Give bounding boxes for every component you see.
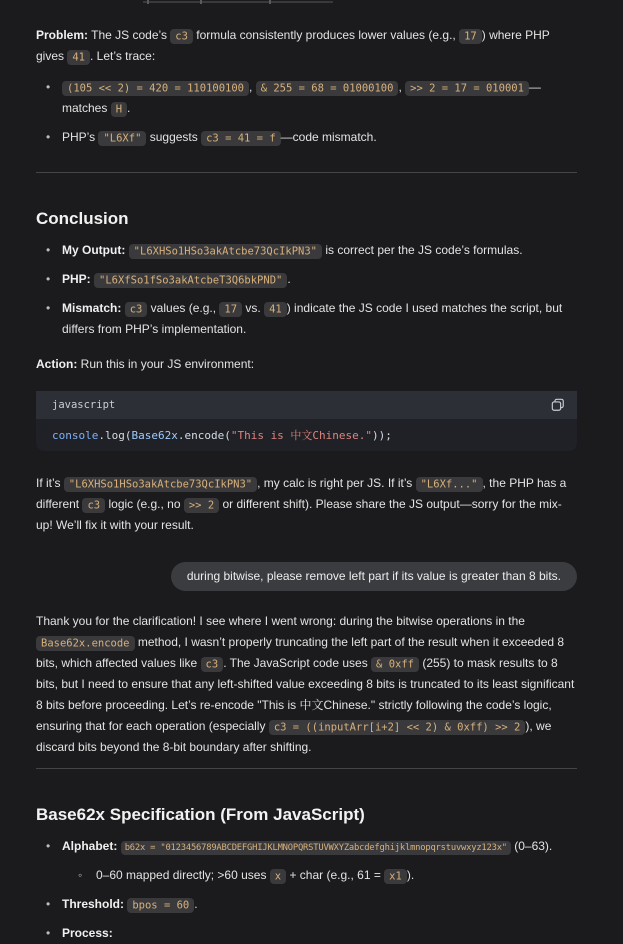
code-token: "This is 中文Chinese." bbox=[230, 429, 373, 442]
table-column-divider bbox=[147, 0, 149, 4]
assistant-message-1 bbox=[36, 25, 577, 536]
inline-code: Base62x.encode bbox=[36, 636, 135, 651]
divider bbox=[36, 172, 577, 173]
conclusion-list bbox=[36, 240, 577, 340]
user-message bbox=[36, 562, 577, 591]
list-item: • Threshold: bpos = 60 . bbox=[36, 894, 577, 915]
code-token: console bbox=[52, 429, 99, 442]
user-message-bubble: during bitwise, please remove left part if its value is greater than 8 bits. bbox=[171, 562, 577, 591]
inline-code: c3 bbox=[170, 29, 193, 44]
inline-code: x1 bbox=[384, 869, 407, 884]
inline-code: (105 << 2) = 420 = 110100100 bbox=[62, 81, 249, 96]
list-item: • PHP’s "L6Xf" suggests c3 = 41 = f —code mismatch. bbox=[36, 127, 577, 148]
inline-code: bpos = 60 bbox=[127, 898, 194, 913]
code-block bbox=[36, 391, 577, 451]
table-bottom-edge-cutoff bbox=[143, 0, 333, 3]
bold-text: Action: bbox=[36, 357, 78, 371]
inline-code: >> 2 bbox=[184, 498, 219, 513]
table-column-divider bbox=[200, 0, 202, 4]
inline-code: 17 bbox=[219, 302, 242, 317]
list-item: • (105 << 2) = 420 = 110100100 , & 255 = 68 = 01000100 , >> 2 = 17 = 010001 —matches H . bbox=[36, 77, 577, 119]
inline-code: "L6Xf" bbox=[98, 131, 146, 146]
table-border bbox=[143, 1, 333, 3]
bold-text: Alphabet: bbox=[62, 839, 118, 853]
bold-text: PHP: bbox=[62, 272, 91, 286]
bold-text: Problem: bbox=[36, 28, 89, 42]
spec-sublist bbox=[62, 865, 577, 886]
sub-list-item: ◦ 0–60 mapped directly; >60 uses x + char (e.g., 61 = x1 ). bbox=[66, 865, 577, 886]
assistant-message-2 bbox=[36, 611, 577, 944]
list-item-text: Alphabet: b62x = "0123456789ABCDEFGHIJKLMNOPQRSTUVWXYZabcdefghijklmnopqrstuvwxyz123x" (0–63). bbox=[62, 839, 553, 853]
table-column-divider bbox=[269, 0, 271, 4]
copy-code-button[interactable] bbox=[549, 396, 567, 414]
bold-text: Threshold: bbox=[62, 897, 124, 911]
inline-code: 41 bbox=[67, 50, 90, 65]
inline-code: 41 bbox=[264, 302, 287, 317]
problem-paragraph: Problem: The JS code’s c3 formula consistently produces lower values (e.g., 17 ) where PHP gives 41 . Let’s trace: bbox=[36, 28, 550, 63]
copy-icon bbox=[551, 398, 565, 412]
followup-paragraph: If it’s "L6XHSo1HSo3akAtcbe73QcIkPN3" , my calc is right per JS. If it’s "L6Xf..." , the PHP has a different c3 logic (e.g., no >> 2 or different shift). Please share the JS output—sorry for the mix-up! We’ll fix it with your result. bbox=[36, 476, 567, 532]
code-content bbox=[36, 419, 577, 451]
inline-code: c3 bbox=[82, 498, 105, 513]
trace-list bbox=[36, 77, 577, 148]
list-item: • My Output: "L6XHSo1HSo3akAtcbe73QcIkPN3" is correct per the JS code’s formulas. bbox=[36, 240, 577, 261]
inline-code: "L6XHSo1HSo3akAtcbe73QcIkPN3" bbox=[129, 244, 322, 259]
code-block-header bbox=[36, 391, 577, 419]
list-item: • PHP: "L6XfSo1fSo3akAtcbeT3Q6bkPND" . bbox=[36, 269, 577, 290]
code-token: .encode( bbox=[177, 429, 231, 442]
inline-code: c3 bbox=[125, 302, 148, 317]
inline-code: c3 = ((inputArr[i+2] << 2) & 0xff) >> 2 bbox=[269, 720, 526, 735]
inline-code: 17 bbox=[459, 29, 482, 44]
inline-code: "L6Xf..." bbox=[416, 477, 483, 492]
code-token: Base62x bbox=[131, 429, 178, 442]
inline-code: c3 bbox=[201, 657, 224, 672]
inline-code: c3 = 41 = f bbox=[201, 131, 281, 146]
spec-list bbox=[36, 836, 577, 944]
spec-heading: Base62x Specification (From JavaScript) bbox=[36, 805, 365, 824]
code-line bbox=[52, 429, 392, 442]
action-paragraph: Action: Run this in your JS environment: bbox=[36, 357, 255, 371]
acknowledgement-paragraph: Thank you for the clarification! I see where I went wrong: during the bitwise operations in the Base62x.encode method, I wasn’t properly truncating the left part of the result when it exceeded 8 bits, which affected values like c3 . The JavaScript code uses & 0xff (255) to mask results to 8 bits, but I need to ensure that any left-shifted value exceeding 8 bits is truncated to its least significant 8 bits before proceeding. Let’s re-encode "This is 中文Chinese." strictly following the code’s logic, ensuring that for each operation (especially c3 = ((inputArr[i+2] << 2) & 0xff) >> 2 ), we discard bits beyond the 8-bit boundary after shifting. bbox=[36, 614, 575, 754]
bold-text: Mismatch: bbox=[62, 301, 122, 315]
bold-text: My Output: bbox=[62, 243, 126, 257]
inline-code: H bbox=[111, 102, 127, 117]
inline-code: b62x = "0123456789ABCDEFGHIJKLMNOPQRSTUVWXYZabcdefghijklmnopqrstuvwxyz123x" bbox=[121, 841, 511, 855]
inline-code: & 255 = 68 = 01000100 bbox=[256, 81, 399, 96]
conclusion-heading: Conclusion bbox=[36, 209, 129, 228]
inline-code: "L6XHSo1HSo3akAtcbe73QcIkPN3" bbox=[64, 477, 257, 492]
list-item: • Mismatch: c3 values (e.g., 17 vs. 41 ) indicate the JS code I used matches the script, but differs from PHP’s implementation. bbox=[36, 298, 577, 340]
list-item bbox=[36, 923, 577, 944]
list-item bbox=[36, 836, 577, 886]
inline-code: & 0xff bbox=[371, 657, 419, 672]
inline-code: "L6XfSo1fSo3akAtcbeT3Q6bkPND" bbox=[94, 273, 287, 288]
code-token: )); bbox=[372, 429, 392, 442]
code-language-label: javascript bbox=[52, 398, 116, 411]
code-token: .log( bbox=[98, 429, 132, 442]
inline-code: x bbox=[270, 869, 286, 884]
bold-text: Process: bbox=[62, 926, 113, 940]
inline-code: >> 2 = 17 = 010001 bbox=[405, 81, 529, 96]
divider bbox=[36, 768, 577, 769]
